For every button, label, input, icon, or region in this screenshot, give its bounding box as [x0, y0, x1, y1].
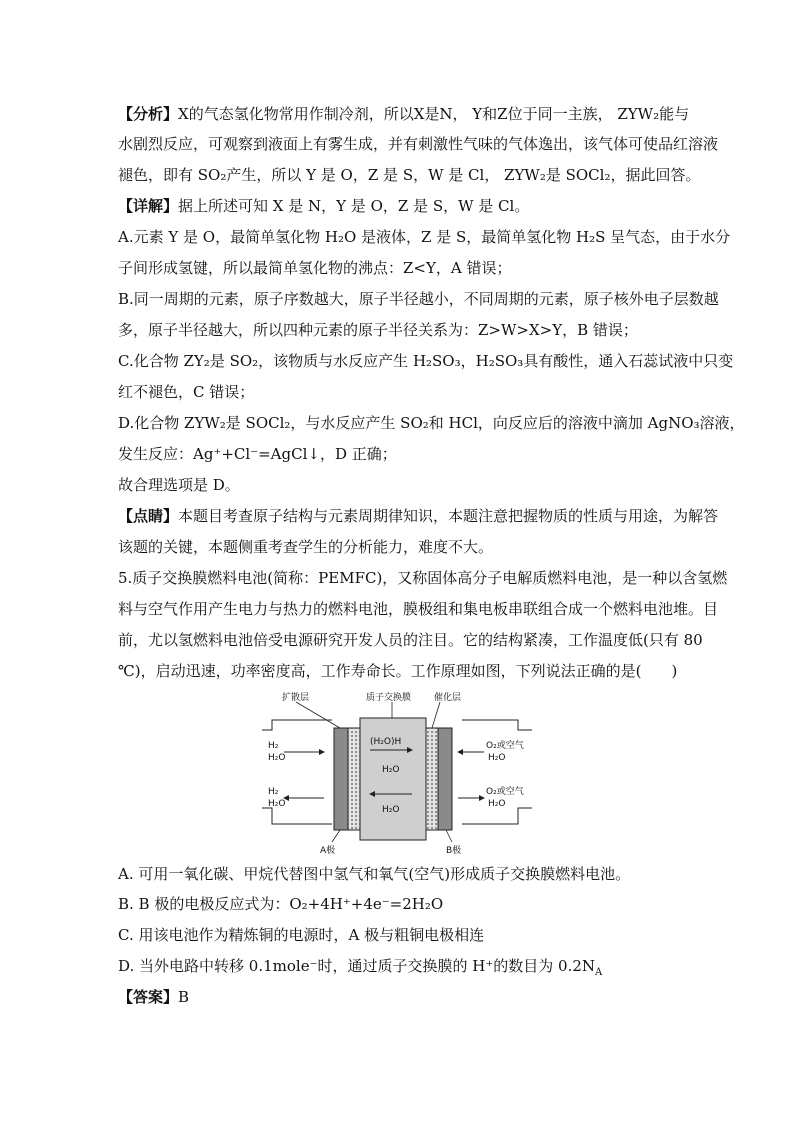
left-bottom-pipe [262, 808, 332, 824]
left-out-h2: H₂ [268, 787, 279, 797]
option-c: C. 用该电池作为精炼铜的电源时，A 极与粗铜电极相连 [118, 926, 485, 944]
right-top-pipe [462, 720, 532, 730]
question-line-3: 前，尤以氢燃料电池倍受电源研究开发人员的注目。它的结构紧凑，工作温度低(只有 80 [118, 631, 703, 649]
left-catalyst-layer [348, 728, 360, 830]
left-in-h2: H₂ [268, 741, 279, 751]
detail-c-line-1: C.化合物 ZY₂是 SO₂，该物质与水反应产生 H₂SO₃，H₂SO₃具有酸性，通入石蕊试液中只变 [118, 352, 734, 370]
label-membrane: 质子交换膜 [366, 693, 412, 703]
label-b-electrode: B极 [446, 846, 462, 856]
label-a-electrode: A极 [320, 846, 336, 856]
detail-line-1 [118, 196, 529, 216]
left-in-h2o: H₂O [268, 753, 286, 763]
answer-value: B [178, 988, 190, 1006]
right-in-h2o: H₂O [488, 753, 506, 763]
analysis-line-1 [118, 104, 689, 124]
option-d-subscript: A [595, 967, 603, 978]
right-bottom-pipe [462, 808, 532, 824]
left-out-h2o: H₂O [268, 799, 286, 809]
detail-a-line-2: 子间形成氢键，所以最简单氢化物的沸点：Z<Y，A 错误； [118, 259, 512, 277]
label-leader-catalyst [432, 702, 440, 728]
comment-line-1 [118, 506, 718, 526]
option-d [118, 956, 602, 983]
comment-line-2: 该题的关键，本题侧重考查学生的分析能力，难度不大。 [118, 538, 494, 556]
right-out-o2: O₂或空气 [486, 787, 524, 797]
right-in-o2: O₂或空气 [486, 741, 524, 751]
question-line-1: 5.质子交换膜燃料电池(简称：PEMFC)，又称固体高分子电解质燃料电池，是一种以含氢燃 [118, 569, 728, 587]
leader-b [446, 830, 452, 842]
leader-a [332, 830, 340, 842]
detail-b-line-1: B.同一周期的元素，原子序数越大，原子半径越小，不同周期的元素，原子核外电子层数越 [118, 290, 719, 308]
center-bot-label: H₂O [382, 805, 400, 815]
detail-b-line-2: 多，原子半径越大，所以四种元素的原子半径关系为：Z>W>X>Y，B 错误； [118, 321, 638, 339]
analysis-line-3: 褪色，即有 SO₂产生，所以 Y 是 O，Z 是 S，W 是 Cl， ZYW₂是 SOCl₂，据此回答。 [118, 166, 701, 184]
detail-d-line-1: D.化合物 ZYW₂是 SOCl₂，与水反应产生 SO₂和 HCl，向反应后的溶液中滴加 AgNO₃溶液， [118, 414, 745, 432]
detail-text: 据上所述可知 X 是 N，Y 是 O，Z 是 S，W 是 Cl。 [178, 197, 530, 215]
answer-line [118, 987, 189, 1007]
fuel-cell-diagram [262, 690, 532, 860]
detail-a-line-1: A.元素 Y 是 O，最简单氢化物 H₂O 是液体，Z 是 S，最简单氢化物 H₂S 呈气态，由于水分 [118, 228, 731, 246]
label-diffusion: 扩散层 [282, 693, 310, 703]
analysis-label: 【分析】 [118, 105, 179, 123]
right-diffusion-layer [438, 728, 452, 830]
option-d-text: D. 当外电路中转移 0.1mole⁻时，通过质子交换膜的 H⁺的数目为 0.2N [118, 957, 596, 975]
right-out-h2o: H₂O [488, 799, 506, 809]
comment-label: 【点睛】 [118, 507, 179, 525]
analysis-text: X的气态氢化物常用作制冷剂，所以X是N， Y和Z位于同一主族， ZYW₂能与 [178, 105, 690, 123]
label-catalyst: 催化层 [434, 693, 462, 703]
left-top-pipe [262, 720, 332, 730]
question-line-4: ℃)，启动迅速，功率密度高，工作寿命长。工作原理如图，下列说法正确的是( ) [118, 662, 678, 680]
detail-label: 【详解】 [118, 197, 179, 215]
label-leader-diffusion [296, 702, 340, 728]
center-mid-label: H₂O [382, 765, 400, 775]
analysis-line-2: 水剧烈反应，可观察到液面上有雾生成，并有刺激性气味的气体逸出，该气体可使品红溶液 [118, 135, 719, 153]
detail-d-line-2: 发生反应：Ag⁺+Cl⁻=AgCl↓，D 正确； [118, 445, 397, 463]
question-line-2: 料与空气作用产生电力与热力的燃料电池，膜极组和集电板串联组合成一个燃料电池堆。目 [118, 600, 719, 618]
center-top-label: (H₂O)H [370, 737, 402, 747]
option-b: B. B 极的电极反应式为：O₂+4H⁺+4e⁻=2H₂O [118, 895, 444, 913]
option-a: A. 可用一氧化碳、甲烷代替图中氢气和氧气(空气)形成质子交换膜燃料电池。 [118, 865, 631, 883]
left-diffusion-layer [334, 728, 348, 830]
right-catalyst-layer [426, 728, 438, 830]
detail-c-line-2: 红不褪色，C 错误； [118, 383, 255, 401]
comment-text: 本题目考查原子结构与元素周期律知识，本题注意把握物质的性质与用途，为解答 [178, 507, 719, 525]
detail-conclusion: 故合理选项是 D。 [118, 476, 240, 494]
answer-label: 【答案】 [118, 988, 179, 1006]
